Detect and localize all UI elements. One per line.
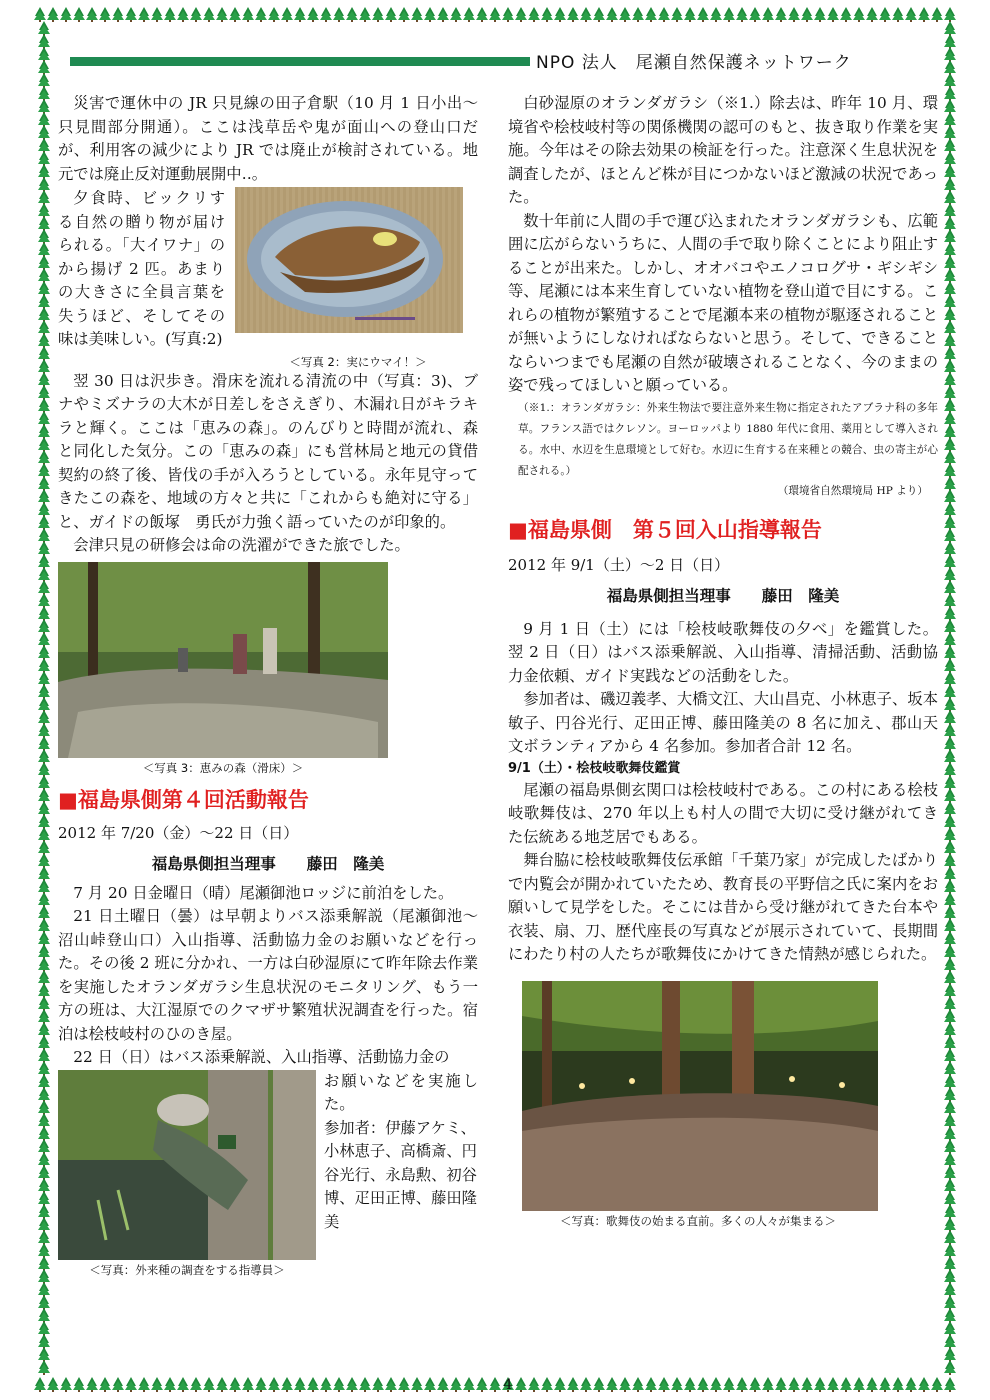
photo5-caption: ＜写真：歌舞伎の始まる直前。多くの人々が集まる＞ [560,1213,836,1228]
photo-kabuki-crowd [522,981,878,1211]
sawaaruki-paragraph: 翌 30 日は沢歩き。滑床を流れる清流の中（写真：3)、ブナやミズナラの大木が日差しをさえぎり、木漏れ日がキラキラと輝く。ここは「恵みの森」。のんびりと時間が流れ、森と同化した気分。この「恵みの森」にも営林局と地元の貸借契約の終了後、皆伐の手が入ろうとしている。永年見守ってきたこの森を、地域の方々と共に「これからも絶対に守る」と、ガイドの飯塚 勇氏が力強く語っていたのが印象的。 [58,371,478,531]
header-bar [70,57,530,66]
photo2-caption: ＜写真 2：実にウマイ！＞ [289,354,427,369]
kabuki-subheading: 9/1（土）・桧枝岐歌舞伎鑑賞 [508,760,681,776]
photo3-caption: ＜写真 3：恵みの森（滑床）＞ [142,760,304,775]
fish-block [58,187,478,352]
section4-title: ■福島県側第４回活動報告 [58,787,309,812]
section4-paragraph-3: 22 日（日）はバス添乗解説、入山指導、活動協力金の [73,1048,450,1066]
section5-author: 福島県側担当理事 藤田 隆美 [606,586,840,605]
fish-paragraph: 夕食時、ビックリする自然の贈り物が届けられる。「大イワナ」のから揚げ 2 匹。あまりの大きさに全員言葉を失うほど、そしてその味は美味しい。(写真:2) [58,189,225,348]
section4-author: 福島県側担当理事 藤田 隆美 [151,854,385,873]
section5-title: ■福島県側 第５回入山指導報告 [508,517,822,542]
photo-megumi-forest [58,562,388,758]
page-number: 4 [503,1377,513,1393]
right-column [508,92,938,1229]
section4-paragraph-2: 21 日土曜日（曇）は早朝よりバス添乗解説（尾瀬御池〜沼山峠登山口）入山指導、活動協力金のお願いなどを行った。その後 2 班に分かれ、一方は白砂湿原にて昨年除去作業を実施したオランダガラシ生息状況のモニタリング、もう一方の班は、大江湿原でのクマザサ繁殖状況調査を行った。宿泊は桧枝岐村のひのき屋。 [58,907,478,1043]
participants-block [58,1070,478,1278]
photo4-caption: ＜写真：外来種の調査をする指導員＞ [89,1262,285,1277]
section5-paragraph-1: 9 月 1 日（土）には「桧枝岐歌舞伎の夕べ」を鑑賞した。翌 2 日（日）はバス添乗解説、入山指導、清掃活動、活動協力金依頼、ガイド実践などの活動をした。 [508,619,938,685]
section5-date: 2012 年 9/1（土）〜2 日（日） [508,555,730,574]
left-column [58,92,478,1278]
photo-fried-char [235,187,463,333]
photo-survey-instructor [58,1070,316,1260]
closing-paragraph: 会津只見の研修会は命の洗濯ができた旅でした。 [73,536,410,554]
oranda-paragraph-2: 数十年前に人間の手で運び込まれたオランダガラシも、広範囲に広がらないうちに、人間の手で取り除くことにより阻止することが出来た。しかし、オオバコやエノコログサ・ギシギシ等、尾瀬には本来生育していない植物を登山道で目にする。これらの植物が繁殖することで尾瀬本来の植物が駆逐されることが無いようにしなければならないと思う。そして、できることならいつまでも尾瀬の自然が破壊されることなく、今のままの姿で残ってほしいと願っている。 [508,211,938,394]
participants-list: 参加者：伊藤アケミ、小林恵子、高橋斎、円谷光行、永島勲、初谷博、疋田正博、藤田隆美 [324,1118,477,1231]
kabuki-paragraph-1: 尾瀬の福島県側玄関口は桧枝岐村である。この村にある桧枝岐歌舞伎は、270 年以上も村人の間で大切に受け継がれてきた伝統ある地芝居でもある。 [508,780,938,846]
intro-paragraph: 災害で運休中の JR 只見線の田子倉駅（10 月 1 日小出〜只見間部分開通）。ここは浅草岳や鬼が面山への登山口だが、利用客の減少により JR では廃止が検討されている。地元では廃止反対運動展開中‥。 [58,94,478,183]
kabuki-paragraph-2: 舞台脇に桧枝岐歌舞伎伝承館「千葉乃家」が完成したばかりで内覧会が開かれていたため、教育長の平野信之氏に案内をお願いして見学をした。そこには昔から受け継がれてきた台本や衣装、扇、刀、歴代座長の写真などが展示されていて、長期間にわたり村の人たちが歌舞伎にかけてきた情熱が感じられた。 [508,851,938,963]
org-name: NPO 法人 尾瀬自然保護ネットワーク [536,53,852,73]
section4-paragraph-1: 7 月 20 日金曜日（晴）尾瀬御池ロッジに前泊をした。 [73,883,454,902]
page-content [58,40,938,1393]
section5-paragraph-2: 参加者は、磯辺義孝、大橋文江、大山昌克、小林恵子、坂本敏子、円谷光行、疋田正博、藤田隆美の 8 名に加え、郡山天文ボランティアから 4 名参加。参加者合計 12 名。 [508,690,938,755]
footnote-source: （環境省自然環境局 HP より） [777,484,928,497]
section4-date: 2012 年 7/20（金）〜22 日（日） [58,823,299,842]
section4-paragraph-3-cont: お願いなどを実施した。 [324,1071,478,1113]
footnote-oranda: （※1.：オランダガラシ：外来生物法で要注意外来生物に指定されたアブラナ科の多年草。フランス語ではクレソン。ヨーロッパより 1880 年代に食用、薬用として導入される。水中、水辺を生息環境として好む。水辺に生育する在来種との競合、虫の寄主が心配される。） [518,401,938,477]
oranda-paragraph-1: 白砂湿原のオランダガラシ（※1.）除去は、昨年 10 月、環境省や桧枝岐村等の関係機関の認可のもと、抜き取り作業を実施。今年はその除去効果の検証を行った。注意深く生息状況を調査したが、ほとんど株が目につかないほど激減の状況であった。 [508,94,938,206]
